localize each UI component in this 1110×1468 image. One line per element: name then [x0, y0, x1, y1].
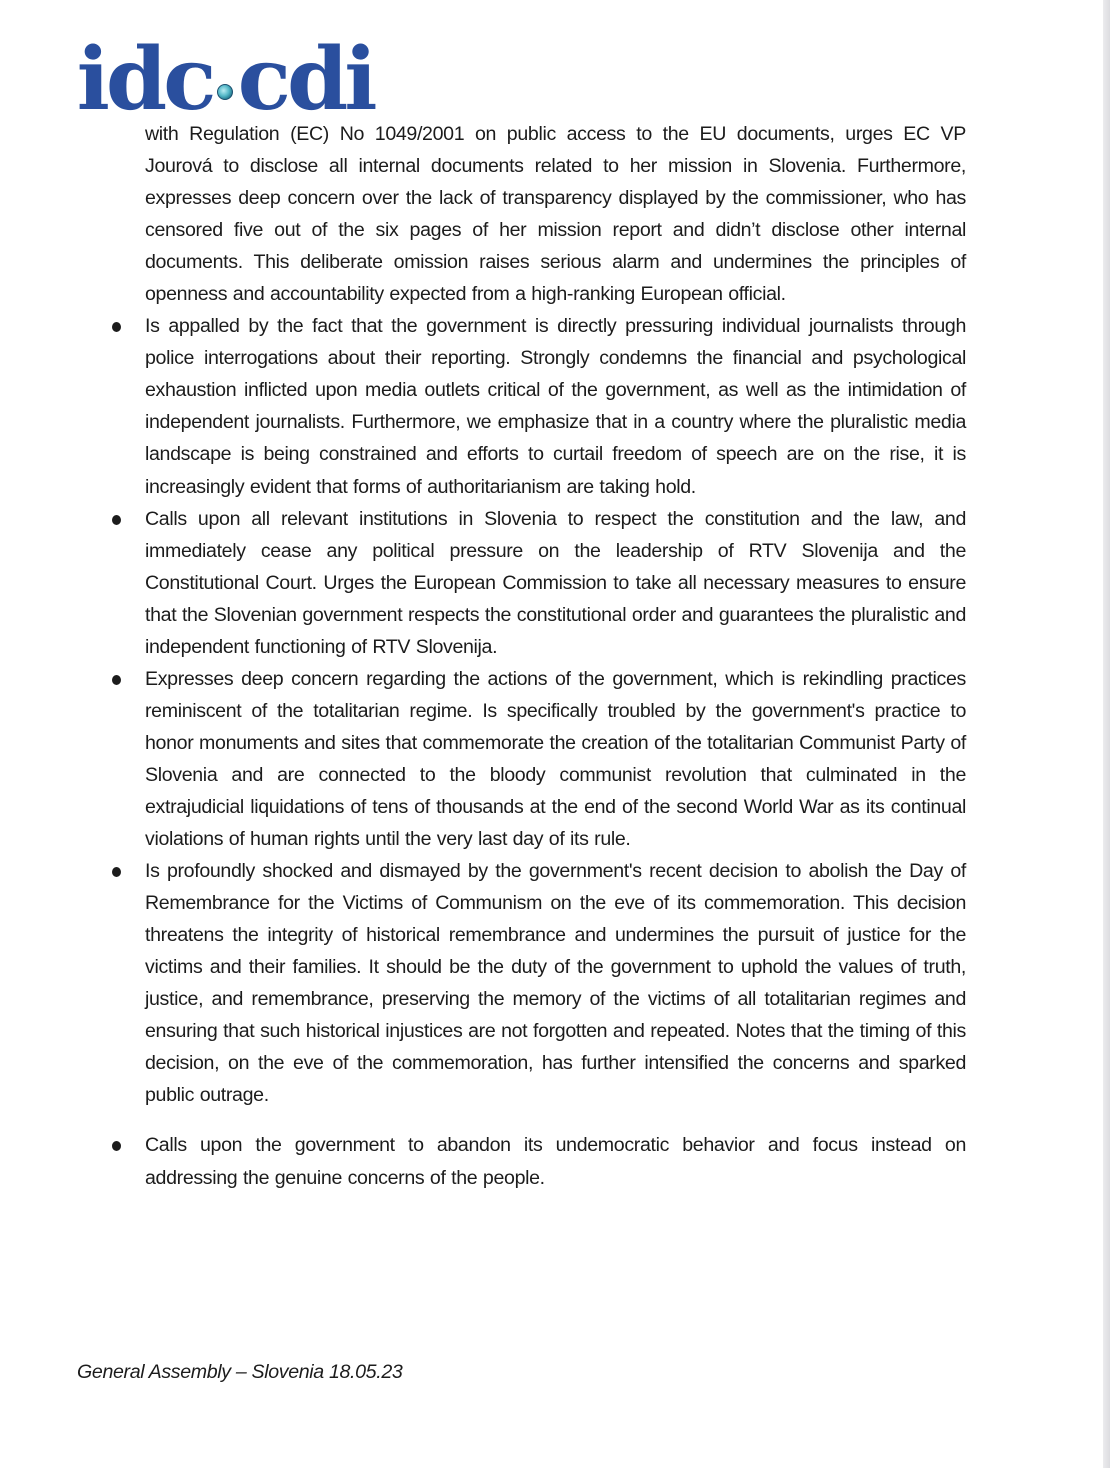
globe-dot-icon — [217, 84, 233, 100]
bullet-icon — [112, 515, 121, 525]
bullet-text: Is appalled by the fact that the government is directly pressuring individual journalists through police interrogations about their reporting. Strongly condemns the financial and psychological exhaustion inflicted upon media outlets critical of the government, as well as the intimidation of independent journalists. Furthermore, we emphasize that in a country where the pluralistic media landscape is being constrained and efforts to curtail freedom of speech are on the rise, it is increasingly evident that forms of authoritarianism are taking hold. — [145, 315, 966, 498]
bullet-item — [145, 663, 966, 855]
bullet-text: Is profoundly shocked and dismayed by the government's recent decision to abolish the Day of Remembrance for the Victims of Communism on the eve of its commemoration. This decision threatens the integrity of historical remembrance and undermines the pursuit of justice for the victims and their families. It should be the duty of the government to uphold the values of truth, justice, and remembrance, preserving the memory of the victims of all totalitarian regimes and ensuring that such historical injustices are not forgotten and repeated. Notes that the timing of this decision, on the eve of the commemoration, has further intensified the concerns and sparked public outrage. — [145, 860, 966, 1107]
bullet-item — [145, 503, 966, 663]
bullet-item — [145, 855, 966, 1111]
continuation-paragraph: with Regulation (EC) No 1049/2001 on public access to the EU documents, urges EC VP Jourová to disclose all internal documents related to her mission in Slovenia. Furthermore, expresses deep concern over the lack of transparency displayed by the commissioner, who has censored five out of the six pages of her mission report and didn’t disclose other internal documents. This deliberate omission raises serious alarm and undermines the principles of openness and accountability expected from a high-ranking European official. — [145, 123, 966, 306]
bullet-icon — [112, 1141, 121, 1151]
bullet-icon — [112, 867, 121, 877]
bullet-icon — [112, 322, 121, 332]
bullet-item — [145, 1129, 966, 1193]
bullet-text: Calls upon all relevant institutions in Slovenia to respect the constitution and the law, and immediately cease any political pressure on the leadership of RTV Slovenija and the Constitutional Court. Urges the European Commission to take all necessary measures to ensure that the Slovenian government respects the constitutional order and guarantees the pluralistic and independent functioning of RTV Slovenija. — [145, 507, 966, 658]
page-edge-shadow — [1103, 0, 1110, 1468]
bullet-item — [145, 310, 966, 502]
document-body — [145, 118, 966, 1194]
bullet-text: Calls upon the government to abandon its undemocratic behavior and focus instead on addressing the genuine concerns of the people. — [145, 1134, 966, 1189]
logo-text-right: cdi — [237, 29, 374, 130]
logo-text-left: idc — [76, 29, 213, 130]
bullet-icon — [112, 675, 121, 685]
bullet-text: Expresses deep concern regarding the actions of the government, which is rekindling practices reminiscent of the totalitarian regime. Is specifically troubled by the government's practice to honor monuments and sites that commemorate the creation of the totalitarian Communist Party of Slovenia and are connected to the bloody communist revolution that culminated in the extrajudicial liquidations of tens of thousands at the end of the second World War as its continual violations of human rights until the very last day of its rule. — [145, 667, 966, 851]
idc-cdi-logo — [76, 29, 374, 130]
document-footer: General Assembly – Slovenia 18.05.23 — [77, 1361, 403, 1383]
